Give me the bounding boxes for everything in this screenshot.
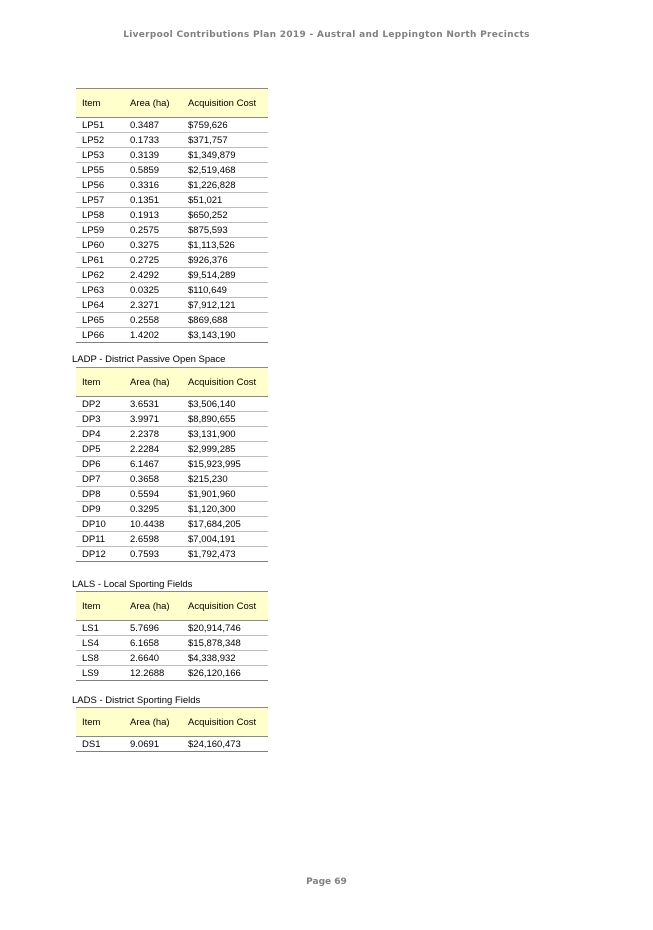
table-cell: 12.2688 (124, 666, 182, 681)
table-cell: $759,626 (182, 118, 268, 133)
table-header-row (76, 368, 268, 397)
table-row (76, 636, 268, 651)
table-row (76, 223, 268, 238)
column-header: Area (ha) (124, 592, 182, 621)
table-cell: DP9 (76, 502, 124, 517)
table-cell: DP11 (76, 532, 124, 547)
table-cell: $15,923,995 (182, 457, 268, 472)
table-row (76, 547, 268, 562)
table-cell: 3.6531 (124, 397, 182, 412)
table-cell: 2.2378 (124, 427, 182, 442)
table-cell: 2.6640 (124, 651, 182, 666)
table-cell: 5.7696 (124, 621, 182, 636)
table-cell: 0.3658 (124, 472, 182, 487)
table-cell: DP5 (76, 442, 124, 457)
table-cell: LP61 (76, 253, 124, 268)
table-cell: $650,252 (182, 208, 268, 223)
ladp-caption: LADP - District Passive Open Space (72, 354, 226, 365)
table-cell: LP56 (76, 178, 124, 193)
table-header-row (76, 708, 268, 737)
table-cell: LS8 (76, 651, 124, 666)
column-header: Acquisition Cost (182, 592, 268, 621)
table-row (76, 163, 268, 178)
table-cell: $15,878,348 (182, 636, 268, 651)
table-cell: DP8 (76, 487, 124, 502)
column-header: Area (ha) (124, 89, 182, 118)
table-row (76, 208, 268, 223)
column-header: Area (ha) (124, 708, 182, 737)
table-cell: 1.4202 (124, 328, 182, 343)
column-header: Area (ha) (124, 368, 182, 397)
table-cell: $7,912,121 (182, 298, 268, 313)
table-cell: LP63 (76, 283, 124, 298)
table-cell: 0.5594 (124, 487, 182, 502)
table-cell: $9,514,289 (182, 268, 268, 283)
table-cell: 0.3139 (124, 148, 182, 163)
table-cell: $3,131,900 (182, 427, 268, 442)
table-cell: LP58 (76, 208, 124, 223)
table-cell: 0.3487 (124, 118, 182, 133)
table-cell: DP10 (76, 517, 124, 532)
table-row (76, 313, 268, 328)
table-cell: LP60 (76, 238, 124, 253)
table-cell: DP4 (76, 427, 124, 442)
table-row (76, 268, 268, 283)
table-cell: $3,506,140 (182, 397, 268, 412)
table-cell: 2.3271 (124, 298, 182, 313)
column-header: Item (76, 89, 124, 118)
table-cell: 2.4292 (124, 268, 182, 283)
column-header: Acquisition Cost (182, 708, 268, 737)
table-row (76, 283, 268, 298)
table-cell: $8,890,655 (182, 412, 268, 427)
table-cell: LS1 (76, 621, 124, 636)
table-cell: $1,120,300 (182, 502, 268, 517)
table-row (76, 487, 268, 502)
table-cell: $1,901,960 (182, 487, 268, 502)
table-cell: $215,230 (182, 472, 268, 487)
table-row (76, 178, 268, 193)
table-cell: 0.2725 (124, 253, 182, 268)
table-cell: $2,519,468 (182, 163, 268, 178)
table-cell: DS1 (76, 737, 124, 752)
table-cell: LP65 (76, 313, 124, 328)
table-cell: $17,684,205 (182, 517, 268, 532)
table-cell: $1,226,828 (182, 178, 268, 193)
table-row (76, 621, 268, 636)
table-cell: DP2 (76, 397, 124, 412)
table-cell: DP3 (76, 412, 124, 427)
table-row (76, 502, 268, 517)
table-row (76, 457, 268, 472)
table-cell: $7,004,191 (182, 532, 268, 547)
page-number: Page 69 (306, 877, 347, 887)
table-row (76, 298, 268, 313)
table-cell: LP64 (76, 298, 124, 313)
table-cell: $1,113,526 (182, 238, 268, 253)
table-cell: 0.1913 (124, 208, 182, 223)
table-cell: $869,688 (182, 313, 268, 328)
table-row (76, 737, 268, 752)
table-cell: $371,757 (182, 133, 268, 148)
table-cell: 0.2558 (124, 313, 182, 328)
table-cell: LP66 (76, 328, 124, 343)
table-row (76, 532, 268, 547)
table-row (76, 148, 268, 163)
table-cell: LP53 (76, 148, 124, 163)
table-cell: 0.3295 (124, 502, 182, 517)
table-cell: 0.2575 (124, 223, 182, 238)
table-cell: 2.6598 (124, 532, 182, 547)
table-row (76, 412, 268, 427)
table-cell: 0.3316 (124, 178, 182, 193)
lals-caption: LALS - Local Sporting Fields (72, 579, 193, 590)
table-cell: LS9 (76, 666, 124, 681)
lads-caption: LADS - District Sporting Fields (72, 695, 201, 706)
column-header: Item (76, 708, 124, 737)
table-cell: $3,143,190 (182, 328, 268, 343)
table-row (76, 253, 268, 268)
table-cell: LP59 (76, 223, 124, 238)
table-cell: 6.1467 (124, 457, 182, 472)
table-cell: 0.1351 (124, 193, 182, 208)
table-cell: 0.5859 (124, 163, 182, 178)
table-cell: LP57 (76, 193, 124, 208)
table-cell: LP51 (76, 118, 124, 133)
table-cell: 0.0325 (124, 283, 182, 298)
table-cell: DP12 (76, 547, 124, 562)
table-cell: $2,999,285 (182, 442, 268, 457)
table-cell: LP62 (76, 268, 124, 283)
table-cell: $1,792,473 (182, 547, 268, 562)
table-header-row (76, 89, 268, 118)
table-row (76, 666, 268, 681)
column-header: Item (76, 368, 124, 397)
table-row (76, 328, 268, 343)
table-cell: 6.1658 (124, 636, 182, 651)
table-row (76, 238, 268, 253)
table-cell: LP52 (76, 133, 124, 148)
table-row (76, 472, 268, 487)
table-cell: $1,349,879 (182, 148, 268, 163)
table-cell: DP6 (76, 457, 124, 472)
table-cell: 0.3275 (124, 238, 182, 253)
lals-table (76, 591, 268, 681)
column-header: Acquisition Cost (182, 89, 268, 118)
table-cell: DP7 (76, 472, 124, 487)
table-cell: $4,338,932 (182, 651, 268, 666)
table-cell: $20,914,746 (182, 621, 268, 636)
table-cell: 3.9971 (124, 412, 182, 427)
table-row (76, 133, 268, 148)
table-row (76, 118, 268, 133)
table-cell: $51,021 (182, 193, 268, 208)
table-cell: $110,649 (182, 283, 268, 298)
table-cell: LS4 (76, 636, 124, 651)
table-cell: $875,593 (182, 223, 268, 238)
ladp-table (76, 367, 268, 562)
table-row (76, 397, 268, 412)
table-cell: 0.1733 (124, 133, 182, 148)
table-cell: 2.2284 (124, 442, 182, 457)
table-cell: LP55 (76, 163, 124, 178)
table-row (76, 442, 268, 457)
table-row (76, 651, 268, 666)
column-header: Item (76, 592, 124, 621)
table-row (76, 193, 268, 208)
table-cell: $26,120,166 (182, 666, 268, 681)
lp-table (76, 88, 268, 343)
table-row (76, 427, 268, 442)
table-row (76, 517, 268, 532)
table-cell: 0.7593 (124, 547, 182, 562)
table-cell: 9.0691 (124, 737, 182, 752)
table-cell: $926,376 (182, 253, 268, 268)
table-cell: 10.4438 (124, 517, 182, 532)
column-header: Acquisition Cost (182, 368, 268, 397)
lads-table (76, 707, 268, 752)
page-header: Liverpool Contributions Plan 2019 - Austral and Leppington North Precincts (123, 30, 530, 40)
table-header-row (76, 592, 268, 621)
table-cell: $24,160,473 (182, 737, 268, 752)
